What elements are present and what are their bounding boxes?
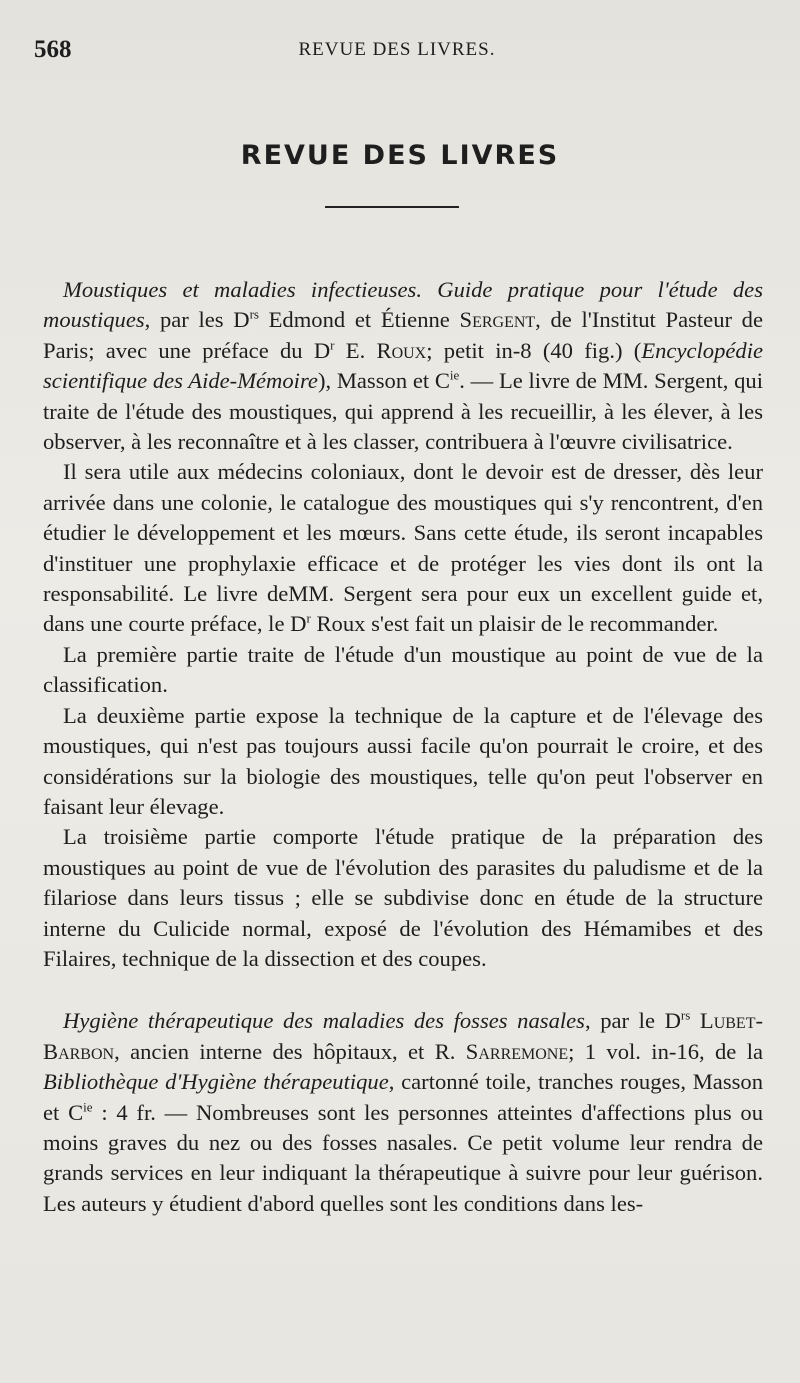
page-number: 568 <box>34 36 72 63</box>
series-title: Encyclopédie scientifique des Aide-Mémoire <box>43 337 763 394</box>
author-name: Lubet-Barbon <box>43 1008 763 1064</box>
article-body <box>43 275 763 1219</box>
paragraph: La troisième partie comporte l'étude pratique de la préparation des moustiques au point de vue de l'évolution des parasites du paludisme et de la filariose dans leurs tissus ; elle se subdivise donc en étude de la structure interne du Culicide normal, exposé de l'évolution des Hémamibes et des Filaires, technique de la dissection et des coupes. <box>43 824 763 971</box>
title-rule <box>325 206 459 208</box>
review-mosquitoes <box>43 275 763 974</box>
book-title: Hygiène thérapeutique des maladies des fosses nasales <box>63 1008 585 1034</box>
series-title: Bibliothèque d'Hygiène thérapeutique <box>43 1069 389 1095</box>
section-title: REVUE DES LIVRES <box>240 140 560 171</box>
paragraph: La deuxième partie expose la technique de la capture et de l'élevage des moustiques, qui n'est pas toujours aussi facile qu'on pourrait le croire, et des considérations sur la biologie des moustiques, telle qu'on peut l'observer en faisant leur élevage. <box>43 702 763 819</box>
review-heading-paragraph: Moustiques et maladies infectieuses. Guide pratique pour l'étude des moustiques, par les $D^{rs}$ Edmond et Étienne Sergent, de l'Institut Pasteur de Paris; avec une préface du $D^r$ E. Roux; petit in-8 (40 fig.) (Encyclopédie scientifique des Aide-Mémoire), Masson et $C^{ie}$. — Le livre de MM. Sergent, qui traite de l'étude des moustiques, qui apprend à les recueillir, à les élever, à les observer, à les reconnaître et à les classer, contribuera à l'œuvre civilisatrice. <box>43 277 764 455</box>
paragraph: Il sera utile aux médecins coloniaux, dont le devoir est de dresser, dès leur arrivée dans une colonie, le catalogue des moustiques qui s'y rencontrent, d'en étudier le développement et les mœurs. Sans cette étude, ils seront incapables d'instituer une prophylaxie efficace et de protéger les vies dont ils ont la responsabilité. Le livre deMM. Sergent sera pour eux un excellent guide et, dans une courte préface, le $D^r$ Roux s'est fait un plaisir de le recommander. <box>43 459 763 637</box>
author-name: Sarremone <box>465 1038 569 1064</box>
running-head <box>34 36 760 66</box>
book-title: Moustiques et maladies infectieuses. Guide pratique pour l'étude des moustiques <box>43 277 763 333</box>
author-name: Sergent <box>459 307 536 333</box>
running-title: REVUE DES LIVRES. <box>298 39 496 60</box>
review-heading-paragraph: Hygiène thérapeutique des maladies des fosses nasales, par le $D^{rs}$ Lubet-Barbon, ancien interne des hôpitaux, et R. Sarremone; 1 vol. in-16, de la Bibliothèque d'Hygiène thérapeutique, cartonné toile, tranches rouges, Masson et $C^{ie}$ : 4 fr. — Nombreuses sont les personnes atteintes d'affections plus ou moins graves du nez ou des fosses nasales. Ce petit volume leur rendra de grands services en leur indiquant la thérapeutique à suivre pour leur guérison. Les auteurs y étudient d'abord quelles sont les conditions dans les- <box>43 1007 763 1216</box>
paragraph: La première partie traite de l'étude d'un moustique au point de vue de la classification. <box>43 641 763 698</box>
review-nasal-hygiene <box>43 1006 763 1219</box>
